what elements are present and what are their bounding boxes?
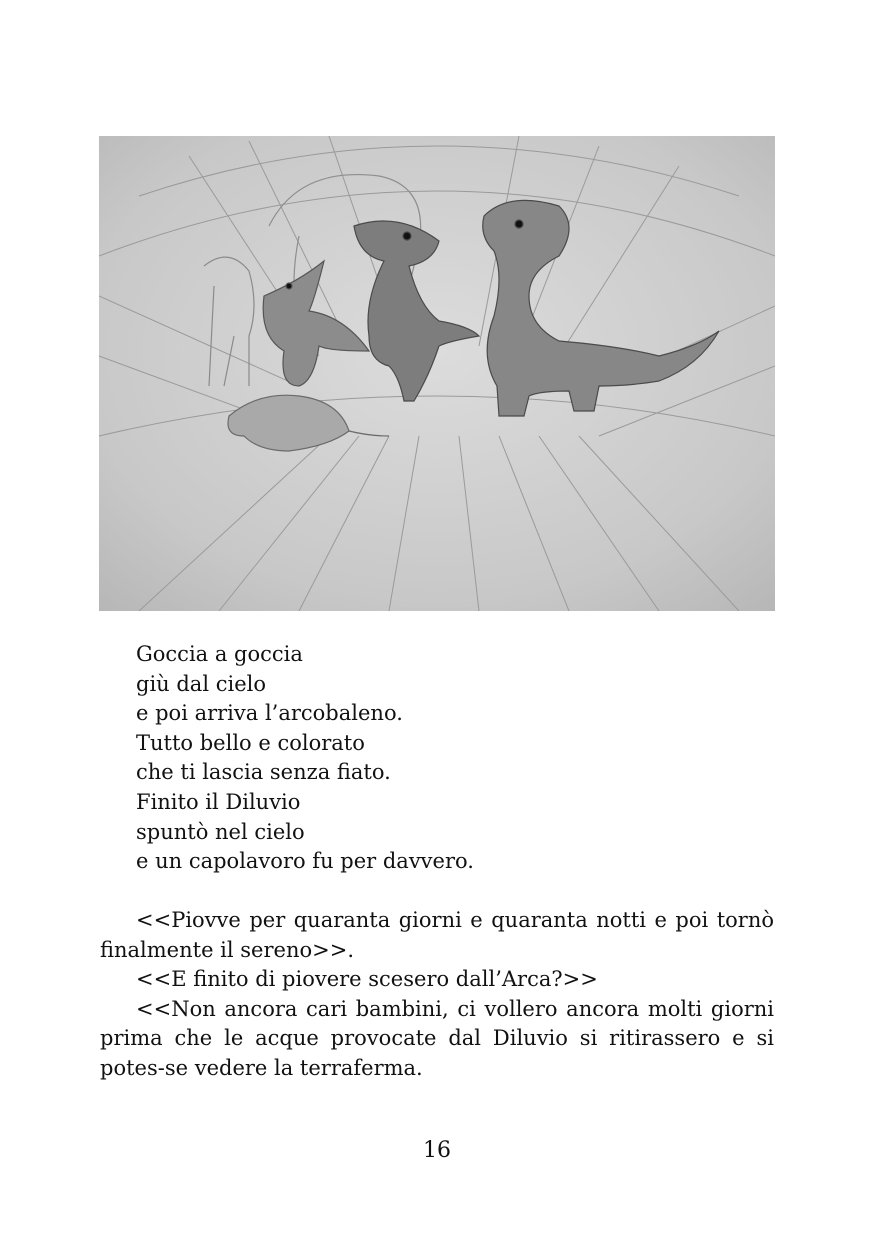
poem-line: Goccia a goccia (136, 642, 303, 666)
poem-line: e poi arriva l’arcobaleno. (136, 701, 403, 726)
poem-line: spuntò nel cielo (136, 819, 305, 844)
page-number: 16 (423, 1138, 451, 1163)
prose (100, 906, 774, 1084)
paragraph: <<Non ancora cari bambini, ci vollero ancora molti giorni prima che le acque provocate dal Diluvio si ritirassero e si potes-se vedere la terraferma. (100, 996, 774, 1080)
illustration (99, 136, 775, 611)
poem-line: e un capolavoro fu per davvero. (136, 849, 474, 874)
poem-line: giù dal cielo (136, 671, 266, 696)
poem-line: Tutto bello e colorato (136, 730, 365, 755)
paragraph: <<Piovve per quaranta giorni e quaranta notti e poi tornò finalmente il sereno>>. (100, 908, 774, 962)
poem (136, 640, 474, 877)
poem-line: che ti lascia senza fiato. (136, 760, 391, 785)
poem-line: Finito il Diluvio (136, 789, 301, 814)
paragraph: <<E finito di piovere scesero dall’Arca?>> (136, 967, 598, 992)
